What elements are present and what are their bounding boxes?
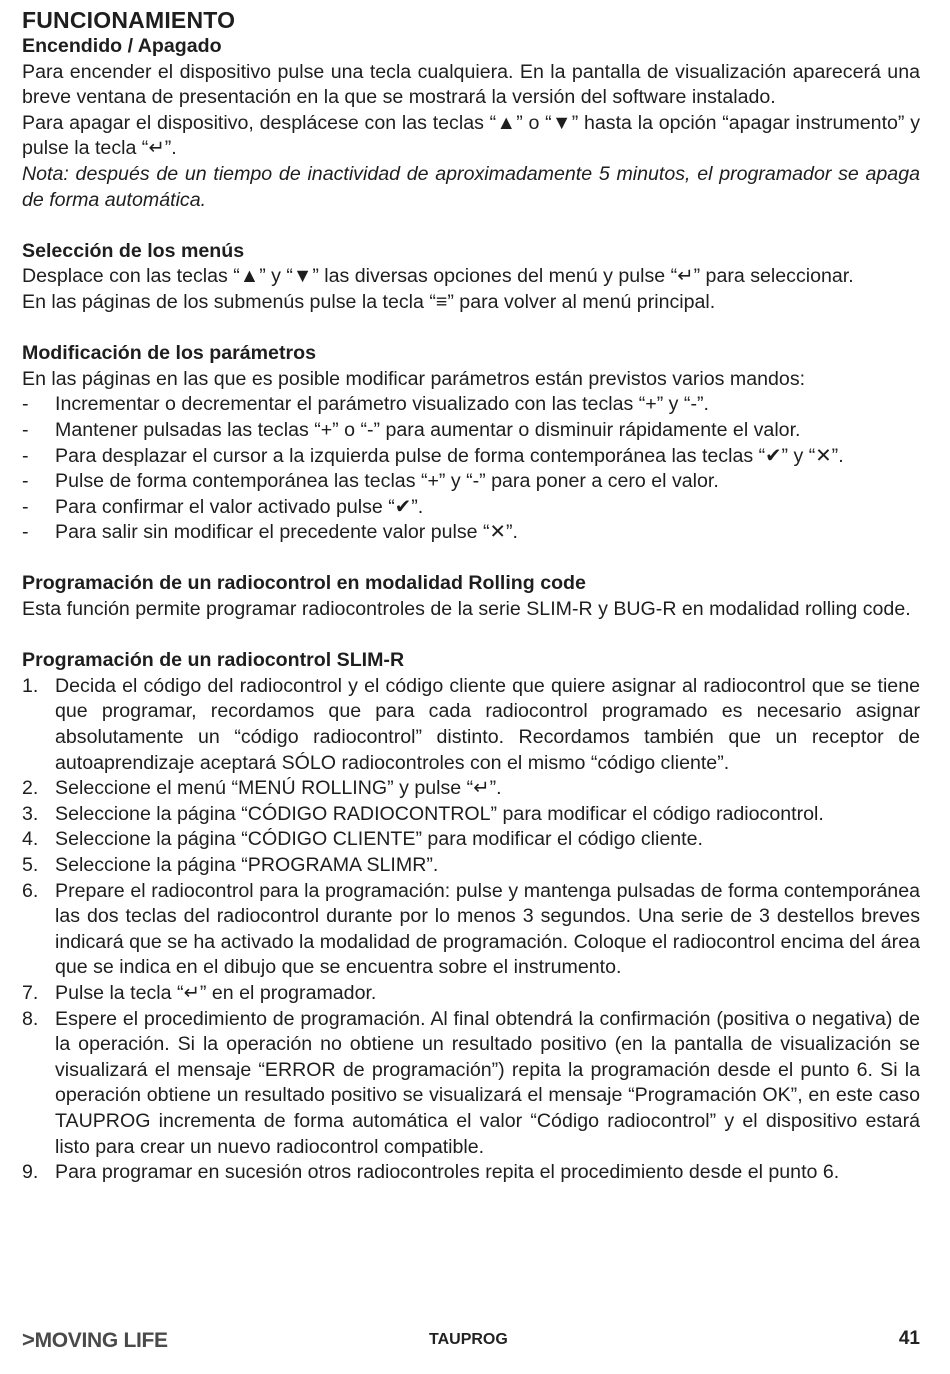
brand-name: MOVING LIFE bbox=[34, 1329, 168, 1352]
list-item: 8. Espere el procedimiento de programación. Al final obtendrá la confirmación (positiva o negativa) de la operación. Si la operación no obtiene un resultado positivo (en la pantalla de visualización se visualizará el mensaje “ERROR de programación”) repita la programación desde el punto 6. Si la operación obtiene un resultado positivo se visualizará el mensaje “Programación OK”, en este caso TAUPROG incrementa de forma automática el valor “Código radiocontrol” y el dispositivo estará listo para crear un nuevo radiocontrol compatible. bbox=[22, 1007, 920, 1158]
parameters-intro: En las páginas en las que es posible modificar parámetros están previstos varios mandos: bbox=[22, 367, 806, 390]
page-footer bbox=[22, 1327, 920, 1357]
section-heading-rolling-code: Programación de un radiocontrol en modalidad Rolling code bbox=[22, 572, 586, 595]
power-off-text: Para apagar el dispositivo, desplácese con las teclas “▲” o “▼” hasta la opción “apagar instrumento” y pulse la tecla “↵”. bbox=[22, 111, 920, 160]
section-heading-power: Encendido / Apagado bbox=[22, 35, 222, 57]
list-item: 2. Seleccione el menú “MENÚ ROLLING” y pulse “↵”. bbox=[22, 777, 502, 800]
list-item: 6. Prepare el radiocontrol para la programación: pulse y mantenga pulsadas de forma contemporánea las dos teclas del radiocontrol durante por lo menos 3 segundos. Una serie de 3 destellos breves indicará que se ha activado la modalidad de programación. Coloque el radiocontrol encima del área que se indica en el dibujo que se encuentra sobre el instrumento. bbox=[22, 879, 920, 979]
product-name: TAUPROG bbox=[429, 1331, 508, 1348]
list-item: - Para confirmar el valor activado pulse “✔”. bbox=[22, 495, 424, 518]
list-item: - Pulse de forma contemporánea las teclas “+” y “-” para poner a cero el valor. bbox=[22, 470, 719, 493]
list-item: 3. Seleccione la página “CÓDIGO RADIOCONTROL” para modificar el código radiocontrol. bbox=[22, 802, 824, 825]
menus-text-1: Desplace con las teclas “▲” y “▼” las diversas opciones del menú y pulse “↵” para seleccionar. bbox=[22, 265, 854, 288]
document-page bbox=[22, 6, 920, 1186]
section-heading-parameters: Modificación de los parámetros bbox=[22, 342, 316, 365]
list-item: - Para salir sin modificar el precedente valor pulse “✕”. bbox=[22, 521, 518, 544]
parameters-list bbox=[22, 392, 920, 546]
section-heading-slim-r: Programación de un radiocontrol SLIM-R bbox=[22, 649, 405, 672]
list-item: - Para desplazar el cursor a la izquierda pulse de forma contemporánea las teclas “✔” y “✕”. bbox=[22, 444, 844, 467]
slim-r-steps bbox=[22, 674, 920, 1186]
auto-off-note: Nota: después de un tiempo de inactividad de aproximadamente 5 minutos, el programador se apaga de forma automática. bbox=[22, 162, 920, 211]
list-item: 7. Pulse la tecla “↵” en el programador. bbox=[22, 981, 377, 1004]
list-item: - Mantener pulsadas las teclas “+” o “-” para aumentar o disminuir rápidamente el valor. bbox=[22, 418, 801, 441]
chevron-right-icon: > bbox=[22, 1327, 35, 1352]
section-heading-menus: Selección de los menús bbox=[22, 239, 245, 262]
page-number: 41 bbox=[898, 1328, 920, 1349]
page-title: FUNCIONAMIENTO bbox=[22, 7, 236, 33]
power-on-text: Para encender el dispositivo pulse una tecla cualquiera. En la pantalla de visualización aparecerá una breve ventana de presentación en la que se mostrará la versión del software instalado. bbox=[22, 60, 920, 109]
list-item: 4. Seleccione la página “CÓDIGO CLIENTE” para modificar el código cliente. bbox=[22, 828, 703, 851]
list-item: - Incrementar o decrementar el parámetro visualizado con las teclas “+” y “-”. bbox=[22, 393, 709, 416]
rolling-code-text: Esta función permite programar radiocontroles de la serie SLIM-R y BUG-R en modalidad rolling code. bbox=[22, 598, 911, 621]
brand-logo bbox=[22, 1327, 168, 1353]
list-item: 5. Seleccione la página “PROGRAMA SLIMR”. bbox=[22, 854, 439, 876]
menus-text-2: En las páginas de los submenús pulse la tecla “≡” para volver al menú principal. bbox=[22, 290, 716, 313]
list-item: 9. Para programar en sucesión otros radiocontroles repita el procedimiento desde el punto 6. bbox=[22, 1161, 840, 1184]
list-item: 1. Decida el código del radiocontrol y el código cliente que quiere asignar al radiocontrol que se tiene que programar, recordamos que para cada radiocontrol programado es necesario asignar absolutamente un “código radiocontrol” distinto. Recordamos también que un receptor de autoaprendizaje aceptará SÓLO radiocontroles con el mismo “código cliente”. bbox=[22, 674, 920, 774]
